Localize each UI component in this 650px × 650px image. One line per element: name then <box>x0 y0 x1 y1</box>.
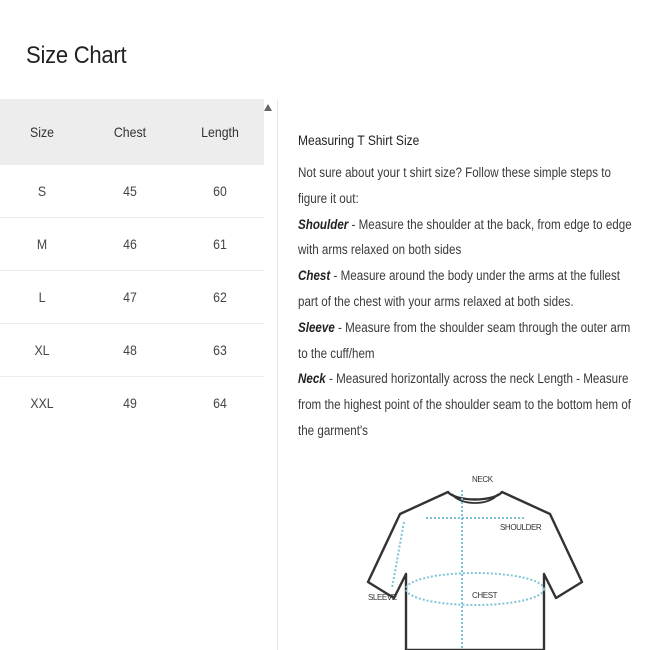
chest-cell: 48 <box>123 342 137 358</box>
size-cell: XL <box>34 342 50 358</box>
guide-item-chest <box>298 263 642 315</box>
guide-text: - Measure from the shoulder seam through the outer arm to the cuff/hem <box>298 319 631 361</box>
table-row <box>0 218 264 271</box>
guide-intro: Not sure about your t shirt size? Follow these simple steps to figure it out: <box>298 165 611 206</box>
guide-term: Shoulder <box>298 216 349 232</box>
guide-heading: Measuring T Shirt Size <box>298 132 420 148</box>
chest-cell: 46 <box>123 236 137 252</box>
table-row <box>0 377 264 429</box>
size-cell: M <box>36 236 48 252</box>
scroll-up-arrow-icon[interactable] <box>264 104 272 111</box>
length-cell: 62 <box>213 289 227 305</box>
shoulder-label: SHOULDER <box>500 523 542 532</box>
guide-text: - Measured horizontally across the neck Length - Measure from the highest point of the shoulder seam to the bottom hem of the garment's <box>298 371 632 438</box>
chest-cell: 47 <box>123 289 137 305</box>
size-table <box>0 99 264 429</box>
sleeve-label: SLEEVE <box>368 593 397 602</box>
table-row <box>0 271 264 324</box>
guide-item-neck <box>298 366 642 443</box>
chest-cell: 49 <box>123 395 137 411</box>
guide-item-shoulder <box>298 212 642 264</box>
table-header-row <box>0 99 264 165</box>
guide-term: Neck <box>298 371 326 387</box>
guide-item-sleeve <box>298 315 642 367</box>
column-divider <box>277 99 278 650</box>
chest-cell: 45 <box>123 183 137 199</box>
guide-text: - Measure the shoulder at the back, from edge to edge with arms relaxed on both sides <box>298 216 632 258</box>
neck-label: NECK <box>472 475 493 484</box>
size-cell: L <box>38 289 46 305</box>
tshirt-diagram-icon <box>360 470 590 650</box>
size-cell: S <box>37 183 47 199</box>
column-header-size: Size <box>30 124 54 140</box>
length-cell: 63 <box>213 342 227 358</box>
guide-text: - Measure around the body under the arms at the fullest part of the chest with your arms relaxed at both sides. <box>298 268 621 309</box>
length-cell: 61 <box>213 236 227 252</box>
chest-label: CHEST <box>472 591 498 600</box>
guide-term: Sleeve <box>298 319 335 335</box>
measuring-guide <box>298 130 648 444</box>
table-row <box>0 324 264 377</box>
table-row <box>0 165 264 218</box>
column-header-chest: Chest <box>113 124 147 140</box>
page-title: Size Chart <box>26 42 127 69</box>
length-cell: 64 <box>213 395 227 411</box>
size-cell: XXL <box>30 395 54 411</box>
guide-term: Chest <box>298 268 331 284</box>
length-cell: 60 <box>213 183 227 199</box>
column-header-length: Length <box>201 124 239 140</box>
tshirt-outline <box>368 492 582 650</box>
